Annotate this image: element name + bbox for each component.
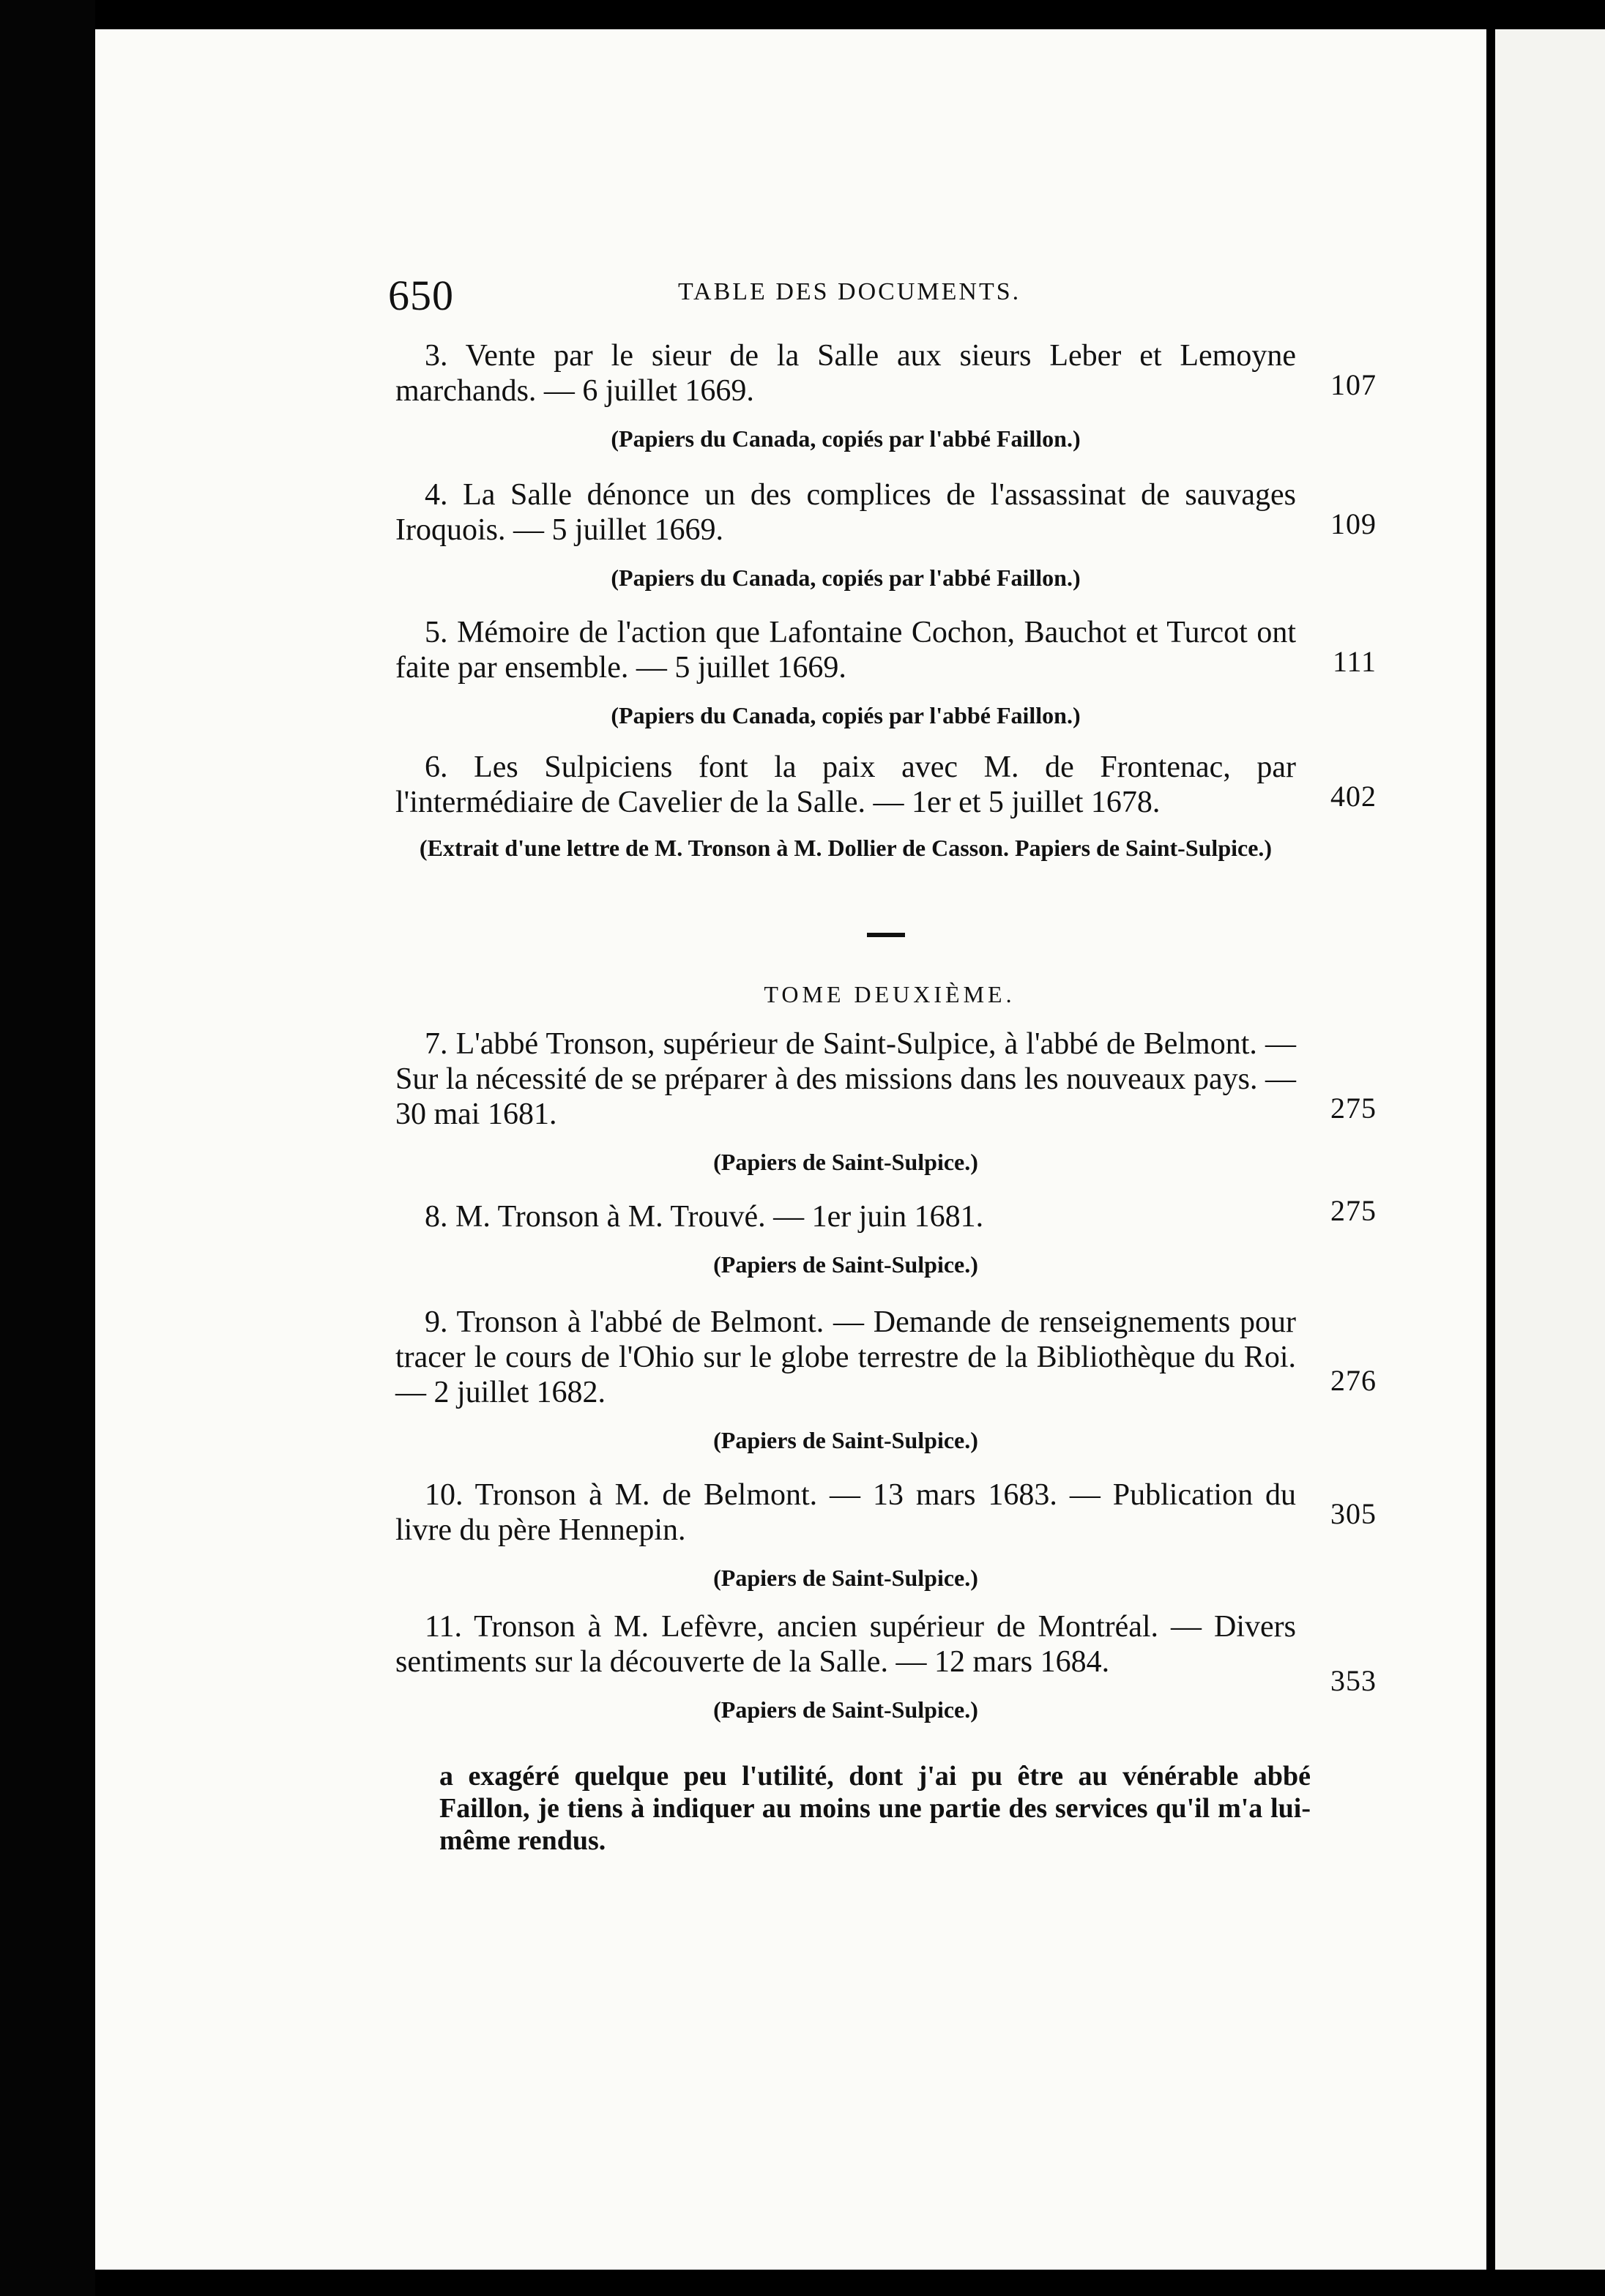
document-entry <box>395 1305 1384 1454</box>
entry-text: 10. Tronson à M. de Belmont. — 13 mars 1683. — Publication du livre du père Hennepin. <box>395 1478 1296 1547</box>
entry-text: 7. L'abbé Tronson, supérieur de Saint-Sulpice, à l'abbé de Belmont. — Sur la nécessité de se préparer à des missions dans les nouveaux pays. — 30 mai 1681. <box>395 1027 1296 1131</box>
entry-source: (Papiers de Saint-Sulpice.) <box>713 1696 978 1723</box>
entry-source: (Papiers de Saint-Sulpice.) <box>713 1565 978 1591</box>
entry-source: (Papiers du Canada, copiés par l'abbé Faillon.) <box>611 702 1081 728</box>
entry-source: (Papiers de Saint-Sulpice.) <box>713 1427 978 1453</box>
page-gutter <box>1486 29 1495 2270</box>
document-entry <box>395 477 1384 592</box>
entry-text: 3. Vente par le sieur de la Salle aux sieurs Leber et Lemoyne marchands. — 6 juillet 1669. <box>395 339 1296 408</box>
entry-page-number: 275 <box>1330 1092 1377 1125</box>
entry-page-number: 305 <box>1330 1497 1377 1530</box>
document-entry <box>395 1026 1384 1176</box>
document-entry <box>395 750 1384 862</box>
entry-page-number: 353 <box>1330 1664 1377 1697</box>
entry-source: (Extrait d'une lettre de M. Tronson à M. Dollier de Casson. Papiers de Saint-Sulpice.) <box>419 835 1273 861</box>
document-entry <box>395 338 1384 452</box>
entry-text: 6. Les Sulpiciens font la paix avec M. de Frontenac, par l'intermédiaire de Cavelier de la Salle. — 1er et 5 juillet 1678. <box>395 750 1296 819</box>
entry-text: 11. Tronson à M. Lefèvre, ancien supérieur de Montréal. — Divers sentiments sur la découverte de la Salle. — 12 mars 1684. <box>395 1610 1296 1679</box>
entry-page-number: 402 <box>1330 780 1377 813</box>
entry-text: 5. Mémoire de l'action que Lafontaine Cochon, Bauchot et Turcot ont faite par ensemble. — 5 juillet 1669. <box>395 616 1296 685</box>
entry-source: (Papiers de Saint-Sulpice.) <box>713 1251 978 1278</box>
page-number: 650 <box>388 272 454 319</box>
entry-page-number: 111 <box>1332 645 1377 678</box>
running-title: TABLE DES DOCUMENTS. <box>678 278 1021 305</box>
entry-page-number: 109 <box>1330 507 1377 540</box>
document-entry <box>395 1609 1384 1723</box>
facing-page-edge <box>1495 29 1605 2270</box>
page-header <box>388 271 1377 329</box>
entry-text: 8. M. Tronson à M. Trouvé. — 1er juin 1681. <box>425 1200 984 1234</box>
scan-left-edge <box>0 0 95 2296</box>
document-entry <box>395 1194 1384 1278</box>
entry-source: (Papiers du Canada, copiés par l'abbé Faillon.) <box>611 425 1081 452</box>
entry-page-number: 107 <box>1330 368 1377 401</box>
section-heading: TOME DEUXIÈME. <box>764 981 1016 1007</box>
entry-text: 9. Tronson à l'abbé de Belmont. — Demande de renseignements pour tracer le cours de l'Ohio sur le globe terrestre de la Bibliothèque du Roi. — 2 juillet 1682. <box>395 1305 1296 1409</box>
closing-note: a exagéré quelque peu l'utilité, dont j'ai pu être au vénérable abbé Faillon, je tiens à indiquer au moins une partie des services qu'il m'a lui-même rendus. <box>439 1761 1311 1856</box>
entry-page-number: 275 <box>1330 1194 1377 1227</box>
section-separator <box>867 933 905 937</box>
entry-source: (Papiers du Canada, copiés par l'abbé Faillon.) <box>611 564 1081 591</box>
document-entry <box>395 615 1384 729</box>
entry-text: 4. La Salle dénonce un des complices de l'assassinat de sauvages Iroquois. — 5 juillet 1669. <box>395 478 1296 547</box>
entry-source: (Papiers de Saint-Sulpice.) <box>713 1149 978 1175</box>
entry-page-number: 276 <box>1330 1364 1377 1397</box>
document-entry <box>395 1477 1384 1592</box>
